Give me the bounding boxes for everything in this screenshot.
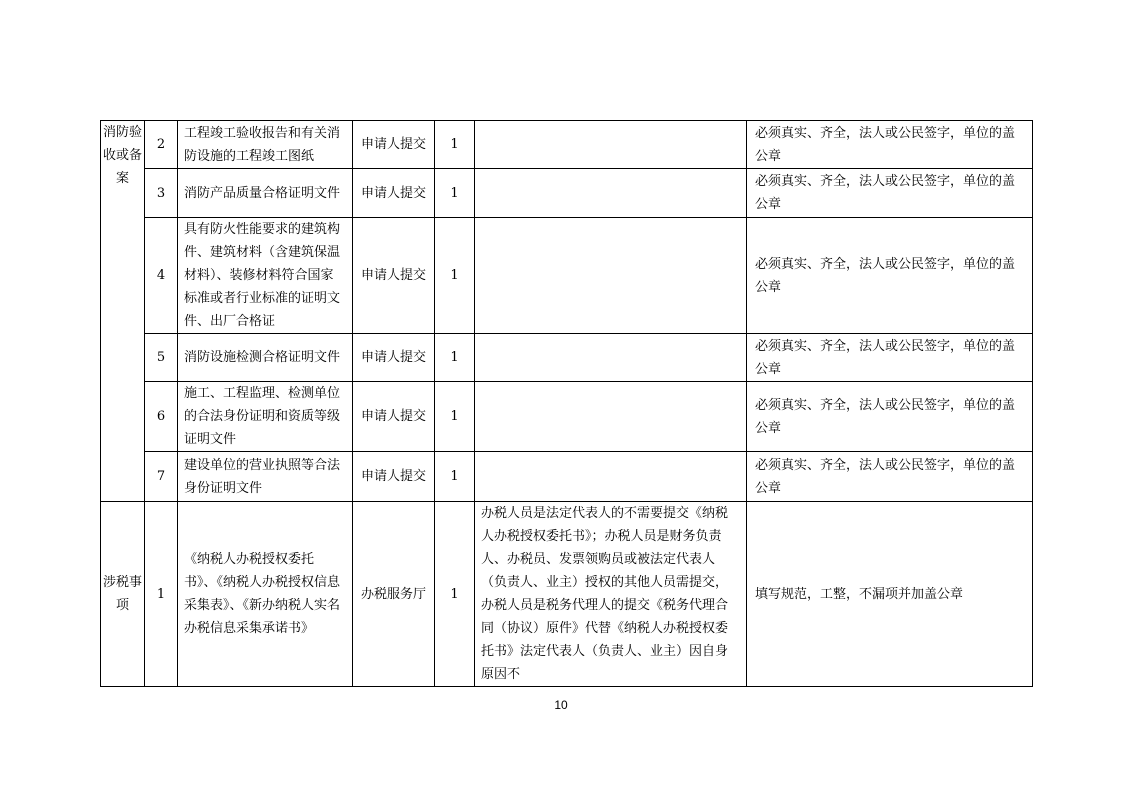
material-source: 申请人提交 [353, 121, 435, 169]
copies-count: 1 [435, 382, 475, 452]
material-requirement: 必须真实、齐全，法人或公民签字，单位的盖公章 [747, 382, 1033, 452]
material-source: 申请人提交 [353, 382, 435, 452]
copies-count: 1 [435, 502, 475, 687]
material-source: 申请人提交 [353, 334, 435, 382]
material-name: 施工、工程监理、检测单位的合法身份证明和资质等级证明文件 [178, 382, 353, 452]
material-note: 办税人员是法定代表人的不需要提交《纳税人办税授权委托书》；办税人员是财务负责人、办税员、发票领购员或被法定代表人（负责人、业主）授权的其他人员需提交，办税人员是税务代理人的提交《税务代理合同（协议）原件》代替《纳税人办税授权委托书》法定代表人（负责人、业主）因自身原因不 [475, 502, 747, 687]
material-name: 具有防火性能要求的建筑构件、建筑材料（含建筑保温材料）、装修材料符合国家标准或者行业标准的证明文件、出厂合格证 [178, 218, 353, 334]
material-requirement: 必须真实、齐全，法人或公民签字，单位的盖公章 [747, 121, 1033, 169]
material-name: 《纳税人办税授权委托书》、《纳税人办税授权信息采集表》、《新办纳税人实名办税信息采集承诺书》 [178, 502, 353, 687]
row-number: 7 [145, 452, 178, 502]
material-source: 办税服务厅 [353, 502, 435, 687]
row-number: 1 [145, 502, 178, 687]
table-row [101, 452, 1033, 502]
material-requirement: 填写规范，工整，不漏项并加盖公章 [747, 502, 1033, 687]
table-row [101, 502, 1033, 687]
material-requirement: 必须真实、齐全，法人或公民签字，单位的盖公章 [747, 218, 1033, 334]
category-label: 消防验收或备案 [103, 125, 143, 186]
material-source: 申请人提交 [353, 218, 435, 334]
table-row [101, 218, 1033, 334]
table-row [101, 334, 1033, 382]
page-number: 10 [554, 698, 568, 712]
copies-count: 1 [435, 334, 475, 382]
copies-count: 1 [435, 218, 475, 334]
row-number: 2 [145, 121, 178, 169]
material-note [475, 382, 747, 452]
copies-count: 1 [435, 121, 475, 169]
table-row [101, 382, 1033, 452]
copies-count: 1 [435, 169, 475, 218]
table-row [101, 121, 1033, 169]
row-number: 5 [145, 334, 178, 382]
material-note [475, 121, 747, 169]
material-name: 工程竣工验收报告和有关消防设施的工程竣工图纸 [178, 121, 353, 169]
material-source: 申请人提交 [353, 452, 435, 502]
row-number: 6 [145, 382, 178, 452]
material-name: 建设单位的营业执照等合法身份证明文件 [178, 452, 353, 502]
material-requirement: 必须真实、齐全，法人或公民签字，单位的盖公章 [747, 452, 1033, 502]
category-cell: 涉税事项 [101, 502, 145, 687]
material-name: 消防产品质量合格证明文件 [178, 169, 353, 218]
material-note [475, 452, 747, 502]
material-note [475, 218, 747, 334]
material-requirement: 必须真实、齐全，法人或公民签字，单位的盖公章 [747, 169, 1033, 218]
material-name: 消防设施检测合格证明文件 [178, 334, 353, 382]
material-note [475, 334, 747, 382]
row-number: 4 [145, 218, 178, 334]
material-requirement: 必须真实、齐全，法人或公民签字，单位的盖公章 [747, 334, 1033, 382]
materials-table [100, 120, 1033, 687]
material-note [475, 169, 747, 218]
copies-count: 1 [435, 452, 475, 502]
material-source: 申请人提交 [353, 169, 435, 218]
table-row [101, 169, 1033, 218]
row-number: 3 [145, 169, 178, 218]
category-cell [101, 121, 145, 502]
